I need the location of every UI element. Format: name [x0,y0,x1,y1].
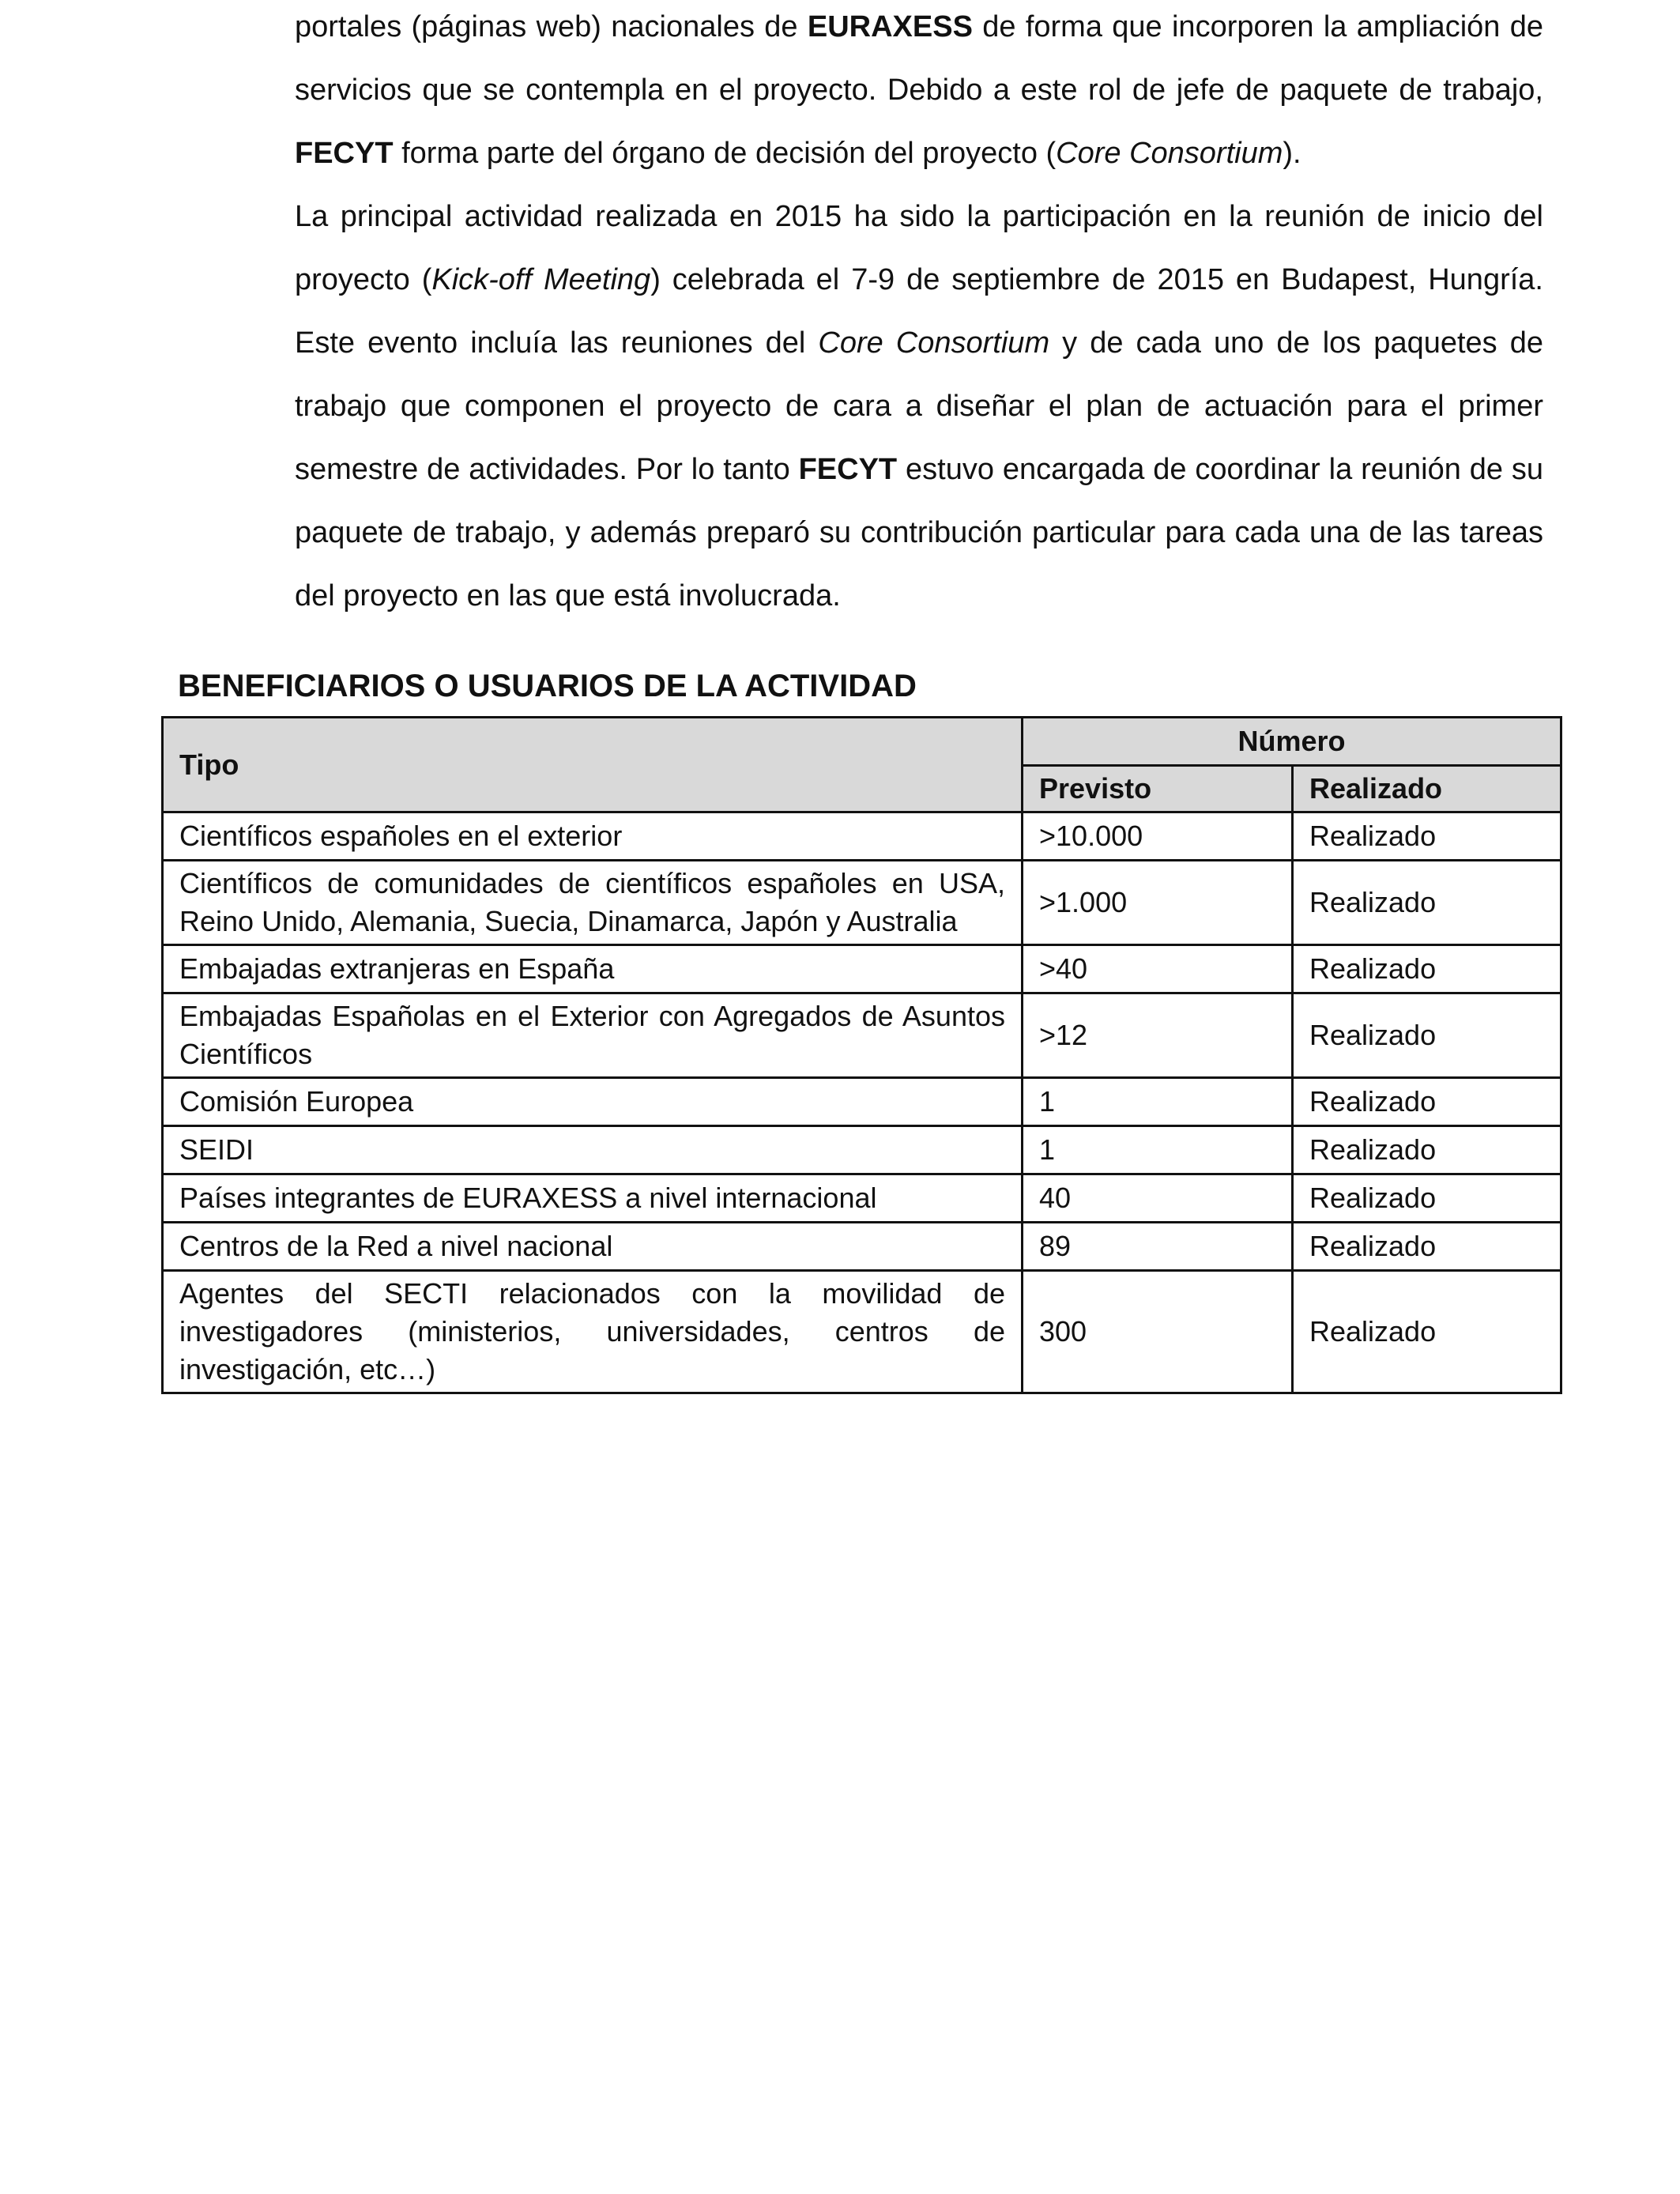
text-run-italic: Core Consortium [818,326,1050,360]
text-run-bold: EURAXESS [807,10,973,43]
cell-tipo: Comisión Europea [163,1078,1023,1126]
cell-realizado: Realizado [1293,1174,1561,1223]
text-run: estuvo encargada de coordinar la reunión de su paquete de trabajo, y además preparó su contribución particular para cada una de las tareas del proyecto en las que está involucrada. [295,453,1543,613]
cell-tipo: Embajadas extranjeras en España [163,945,1023,993]
cell-realizado: Realizado [1293,1078,1561,1126]
text-run-bold: FECYT [798,453,898,486]
cell-realizado: Realizado [1293,812,1561,861]
table-row [163,1126,1561,1174]
cell-previsto: >10.000 [1023,812,1293,861]
text-run-italic: Kick-off Meeting [431,263,651,296]
text-run: y de cada uno de los paquetes de trabajo que componen el proyecto de cara a diseñar el plan de actuación para el primer semestre de actividades. Por lo tanto [295,326,1543,486]
cell-previsto: 89 [1023,1223,1293,1271]
cell-tipo: Agentes del SECTI relacionados con la movilidad de investigadores (ministerios, universidades, centros de investigación, etc…) [163,1271,1023,1393]
cell-realizado: Realizado [1293,1126,1561,1174]
table-row [163,812,1561,861]
cell-realizado: Realizado [1293,945,1561,993]
cell-previsto: 40 [1023,1174,1293,1223]
cell-realizado: Realizado [1293,861,1561,945]
text-run: La principal actividad realizada en 2015 ha sido la participación en la reunión de inicio del proyecto ( [295,200,1543,296]
text-run: forma parte del órgano de decisión del proyecto ( [393,137,1057,170]
cell-previsto: 1 [1023,1078,1293,1126]
cell-realizado: Realizado [1293,1271,1561,1393]
cell-previsto: >12 [1023,993,1293,1078]
header-tipo: Tipo [163,718,1023,812]
header-realizado: Realizado [1293,766,1561,812]
cell-tipo: SEIDI [163,1126,1023,1174]
cell-tipo: Países integrantes de EURAXESS a nivel internacional [163,1174,1023,1223]
text-run-italic: Core Consortium [1056,137,1283,170]
table-row [163,993,1561,1078]
cell-previsto: >40 [1023,945,1293,993]
table-row [163,945,1561,993]
table-row [163,1078,1561,1126]
body-paragraph-2 [295,185,1543,628]
beneficiaries-table [161,716,1562,1394]
text-run: portales (páginas web) nacionales de [295,10,808,43]
header-numero: Número [1023,718,1561,766]
cell-previsto: 1 [1023,1126,1293,1174]
text-run-bold: FECYT [295,137,394,170]
cell-tipo: Embajadas Españolas en el Exterior con Agregados de Asuntos Científicos [163,993,1023,1078]
cell-realizado: Realizado [1293,993,1561,1078]
cell-tipo: Científicos españoles en el exterior [163,812,1023,861]
cell-tipo: Centros de la Red a nivel nacional [163,1223,1023,1271]
table-row [163,1174,1561,1223]
text-run: ). [1283,137,1301,170]
body-paragraph-1 [295,0,1543,185]
section-title: BENEFICIARIOS O USUARIOS DE LA ACTIVIDAD [178,669,917,703]
cell-tipo: Científicos de comunidades de científicos españoles en USA, Reino Unido, Alemania, Suecia, Dinamarca, Japón y Australia [163,861,1023,945]
cell-realizado: Realizado [1293,1223,1561,1271]
table-row [163,1271,1561,1393]
text-run: ) celebrada el 7-9 de septiembre de 2015 en Budapest, Hungría. Este evento incluía las reuniones del [295,263,1543,360]
table-row [163,1223,1561,1271]
cell-previsto: >1.000 [1023,861,1293,945]
table-row [163,861,1561,945]
text-run: de forma que incorporen la ampliación de servicios que se contempla en el proyecto. Debido a este rol de jefe de paquete de trabajo, [295,10,1543,107]
cell-previsto: 300 [1023,1271,1293,1393]
header-previsto: Previsto [1023,766,1293,812]
